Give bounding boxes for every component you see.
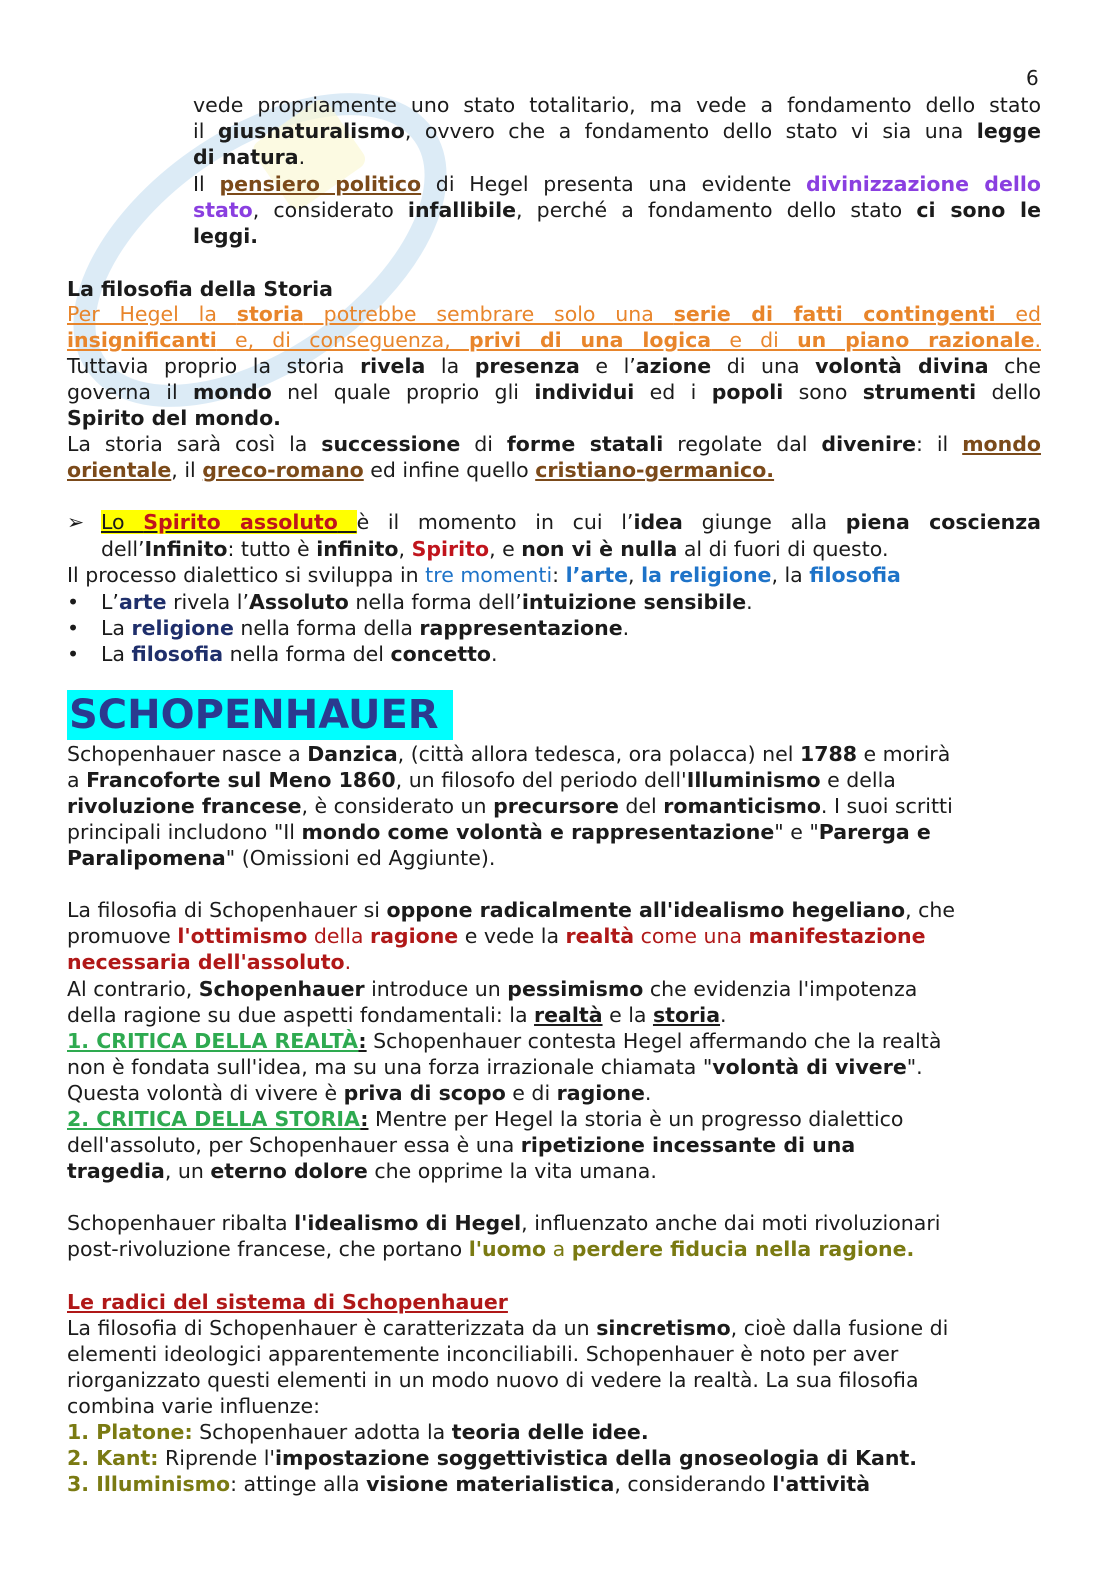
text-line: non è fondata sull'idea, ma su una forza irrazionale chiamata "volontà di vivere". [67,1055,923,1079]
text-line: combina varie influenze: [67,1394,320,1418]
text-line: vede propriamente uno stato totalitario, ma vede a fondamento dello stato [193,93,1041,117]
text-line: principali includono "Il mondo come volontà e rappresentazione" e "Parerga e [67,820,931,844]
list-item: 3. Illuminismo: attinge alla visione materialistica, considerando l'attività [67,1472,871,1496]
text-line: La storia sarà così la successione di forme statali regolate dal divenire: il mondo [67,432,1041,456]
text-line: Al contrario, Schopenhauer introduce un pessimismo che evidenzia l'impotenza [67,977,918,1001]
list-item: La filosofia nella forma del concetto. [101,642,498,666]
text-line: necessaria dell'assoluto. [67,950,352,974]
text-line: Spirito del mondo. [67,406,281,430]
text-line: governa il mondo nel quale proprio gli individui ed i popoli sono strumenti dello [67,380,1042,404]
text-line: Schopenhauer nasce a Danzica, (città allora tedesca, ora polacca) nel 1788 e morirà [67,742,951,766]
text-line: Lo Spirito assoluto è il momento in cui l’idea giunge alla piena coscienza [101,510,1041,534]
text-line: Questa volontà di vivere è priva di scopo e di ragione. [67,1081,652,1105]
text-line: Tuttavia proprio la storia rivela la presenza e l’azione di una volontà divina che [67,354,1042,378]
text-line: insignificanti e, di conseguenza, privi di una logica e di un piano razionale. [67,328,1041,352]
list-item: 1. Platone: Schopenhauer adotta la teoria delle idee. [67,1420,649,1444]
text-line: Schopenhauer ribalta l'idealismo di Hegel, influenzato anche dai moti rivoluzionari [67,1211,941,1235]
section-heading: La filosofia della Storia [67,277,334,301]
text-line: Paralipomena" (Omissioni ed Aggiunte). [67,846,496,870]
list-item: 2. Kant: Riprende l'impostazione soggettivistica della gnoseologia di Kant. [67,1446,918,1470]
text-line: riorganizzato questi elementi in un modo nuovo di vedere la realtà. La sua filosofia [67,1368,919,1392]
text-line: stato, considerato infallibile, perché a fondamento dello stato ci sono le [193,198,1041,222]
text-line: post-rivoluzione francese, che portano l'uomo a perdere fiducia nella ragione. [67,1237,915,1261]
text-line: a Francoforte sul Meno 1860, un filosofo del periodo dell'Illuminismo e della [67,768,896,792]
text-line: Per Hegel la storia potrebbe sembrare solo una serie di fatti contingenti ed [67,302,1041,326]
section-heading: Le radici del sistema di Schopenhauer [67,1290,508,1314]
text-line: La filosofia di Schopenhauer si oppone radicalmente all'idealismo hegeliano, che [67,898,956,922]
bullet-dot-icon: • [67,590,80,614]
text-line: tragedia, un eterno dolore che opprime la vita umana. [67,1159,657,1183]
text-line: promuove l'ottimismo della ragione e vede la realtà come una manifestazione [67,924,926,948]
text-line: dell’Infinito: tutto è infinito, Spirito, e non vi è nulla al di fuori di questo. [101,537,889,561]
text-line: leggi. [193,224,259,248]
text-line: dell'assoluto, per Schopenhauer essa è una ripetizione incessante di una [67,1133,856,1157]
page-number: 6 [1026,66,1039,90]
list-item: La religione nella forma della rappresentazione. [101,616,630,640]
text-line: Il processo dialettico si sviluppa in tre momenti: l’arte, la religione, la filosofia [67,563,901,587]
text-line: La filosofia di Schopenhauer è caratterizzata da un sincretismo, cioè dalla fusione di [67,1316,949,1340]
list-item: L’arte rivela l’Assoluto nella forma dell’intuizione sensibile. [101,590,753,614]
text-line: rivoluzione francese, è considerato un precursore del romanticismo. I suoi scritti [67,794,953,818]
chapter-title: SCHOPENHAUER [67,690,453,740]
text-line: orientale, il greco-romano ed infine quello cristiano-germanico. [67,458,775,482]
text-line: 1. CRITICA DELLA REALTÀ: Schopenhauer contesta Hegel affermando che la realtà [67,1029,942,1053]
text-line: di natura. [193,145,306,169]
text-line: Il pensiero politico di Hegel presenta una evidente divinizzazione dello [193,172,1041,196]
text-line: il giusnaturalismo, ovvero che a fondamento dello stato vi sia una legge [193,119,1041,143]
text-line: elementi ideologici apparentemente inconciliabili. Schopenhauer è noto per aver [67,1342,899,1366]
bullet-dot-icon: • [67,616,80,640]
bullet-dot-icon: • [67,642,80,666]
text-line: 2. CRITICA DELLA STORIA: Mentre per Hegel la storia è un progresso dialettico [67,1107,904,1131]
arrow-bullet-icon: ➢ [67,510,85,534]
text-line: della ragione su due aspetti fondamentali: la realtà e la storia. [67,1003,727,1027]
